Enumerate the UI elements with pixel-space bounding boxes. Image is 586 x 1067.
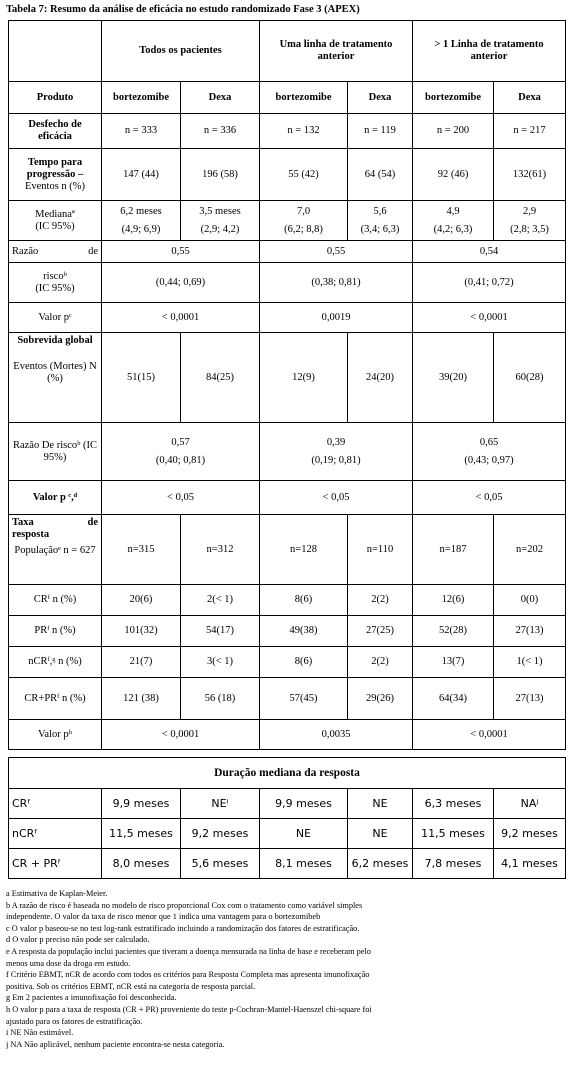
os-valorp-row bbox=[9, 481, 566, 515]
footnote: positiva. Sob os critérios EBMT, nCR está na categoria de resposta parcial. bbox=[6, 981, 256, 991]
ttp-median-row bbox=[9, 201, 566, 241]
pop-cell: n=315 bbox=[102, 515, 181, 585]
dur-cell: 8,1 meses bbox=[260, 849, 348, 879]
pr-cell: 52(28) bbox=[413, 616, 494, 647]
cr-cell: 8(6) bbox=[260, 585, 348, 616]
dur-cell: NAʲ bbox=[494, 789, 566, 819]
ttp-razao-row bbox=[9, 241, 566, 263]
drug-b-2: Dexa bbox=[348, 82, 413, 114]
os-events-label: Eventos (Mortes) N (%) bbox=[13, 361, 97, 384]
pr-cell: 49(38) bbox=[260, 616, 348, 647]
risco-ic-cell: (0,38; 0,81) bbox=[260, 263, 413, 303]
resp-label bbox=[9, 515, 102, 585]
dur-label: CR + PRᶠ bbox=[9, 849, 102, 879]
os-valorp-cell: < 0,05 bbox=[260, 481, 413, 515]
dur-cell: 6,2 meses bbox=[348, 849, 413, 879]
ttp-events-cell: 132(61) bbox=[494, 149, 566, 201]
dur-cell: 9,2 meses bbox=[494, 819, 566, 849]
os-razao-cell bbox=[413, 423, 566, 481]
desfecho-cell: n = 333 bbox=[102, 114, 181, 149]
median-ic-label: (IC 95%) bbox=[35, 220, 75, 232]
pr-cell: 101(32) bbox=[102, 616, 181, 647]
os-events-cell: 24(20) bbox=[348, 333, 413, 423]
median-value: 4,9 bbox=[446, 205, 460, 217]
median-value: 3,5 meses bbox=[199, 205, 241, 217]
valorp-cell: < 0,0001 bbox=[413, 303, 566, 333]
pr-label: PRᶠ n (%) bbox=[9, 616, 102, 647]
os-valorp-cell: < 0,05 bbox=[413, 481, 566, 515]
group-one-line: Uma linha de tratamento anterior bbox=[260, 21, 413, 82]
footnote: f Critério EBMT, nCR de acordo com todos os critérios para Resposta Completa mas apresenta imunofixação bbox=[6, 970, 370, 980]
crpr-cell: 27(13) bbox=[494, 678, 566, 720]
valorp-label: Valor pᶜ bbox=[9, 303, 102, 333]
os-valorp-cell: < 0,05 bbox=[102, 481, 260, 515]
resp-resposta: resposta bbox=[12, 529, 50, 540]
footnote: menos uma dose da droga em estudo. bbox=[6, 958, 131, 968]
footnote: a Estimativa de Kaplan-Meier. bbox=[6, 889, 108, 898]
desfecho-row bbox=[9, 114, 566, 149]
footnotes bbox=[6, 888, 581, 1050]
dur-cell: 4,1 meses bbox=[494, 849, 566, 879]
pop-cell: n=110 bbox=[348, 515, 413, 585]
duration-ncr-row bbox=[9, 819, 566, 849]
dur-cell: 8,0 meses bbox=[102, 849, 181, 879]
valorp-cell: 0,0019 bbox=[260, 303, 413, 333]
median-value: 6,2 meses bbox=[120, 205, 162, 217]
ncr-cell: 2(2) bbox=[348, 647, 413, 678]
duration-crpr-row bbox=[9, 849, 566, 879]
crpr-cell: 121 (38) bbox=[102, 678, 181, 720]
median-cell bbox=[181, 201, 260, 241]
razao-label bbox=[9, 241, 102, 263]
footnote: b A razão de risco é baseada no modelo de risco proporcional Cox com o tratamento como variável simples bbox=[6, 900, 363, 910]
os-razao-cell bbox=[102, 423, 260, 481]
os-label bbox=[9, 333, 102, 423]
resp-crpr-row bbox=[9, 678, 566, 720]
desfecho-cell: n = 132 bbox=[260, 114, 348, 149]
razao-cell: 0,55 bbox=[102, 241, 260, 263]
os-razao-ic: (0,40; 0,81) bbox=[155, 454, 206, 466]
ncr-cell: 3(< 1) bbox=[181, 647, 260, 678]
spacer bbox=[9, 750, 566, 758]
median-value: 5,6 bbox=[373, 205, 387, 217]
drug-a-3: bortezomibe bbox=[413, 82, 494, 114]
resp-cr-row bbox=[9, 585, 566, 616]
os-events-cell: 60(28) bbox=[494, 333, 566, 423]
median-label: Medianaª bbox=[35, 208, 75, 220]
crpr-cell: 56 (18) bbox=[181, 678, 260, 720]
footnote: independente. O valor da taxa de risco menor que 1 indica uma vantagem para o bortezomibeb bbox=[6, 912, 321, 922]
dur-cell: 5,6 meses bbox=[181, 849, 260, 879]
pop-cell: n=128 bbox=[260, 515, 348, 585]
median-cell bbox=[494, 201, 566, 241]
os-events-cell: 12(9) bbox=[260, 333, 348, 423]
median-value: 7,0 bbox=[296, 205, 311, 217]
dur-label: CRᶠ bbox=[9, 789, 102, 819]
resp-de: de bbox=[87, 517, 98, 528]
ttp-events-cell: 196 (58) bbox=[181, 149, 260, 201]
pr-cell: 27(13) bbox=[494, 616, 566, 647]
group-all: Todos os pacientes bbox=[102, 21, 260, 82]
razao-word: Razão bbox=[12, 245, 39, 257]
crpr-cell: 57(45) bbox=[260, 678, 348, 720]
resp-valorp-label: Valor pʰ bbox=[9, 720, 102, 750]
crpr-label: CR+PRᶠ n (%) bbox=[9, 678, 102, 720]
median-ic: (2,8; 3,5) bbox=[510, 223, 549, 235]
ttp-events-cell: 92 (46) bbox=[413, 149, 494, 201]
desfecho-cell: n = 200 bbox=[413, 114, 494, 149]
table-caption: Tabela 7: Resumo da análise de eficácia no estudo randomizado Fase 3 (APEX) bbox=[6, 4, 360, 15]
footnote: i NE Não estimável. bbox=[6, 1028, 74, 1038]
footnote: ajustado para os fatores de estratificação. bbox=[6, 1016, 143, 1026]
risco-label bbox=[9, 263, 102, 303]
drug-a-1: bortezomibe bbox=[102, 82, 181, 114]
risco-ic-cell: (0,41; 0,72) bbox=[413, 263, 566, 303]
ttp-valorp-row bbox=[9, 303, 566, 333]
os-title: Sobrevida global bbox=[17, 335, 93, 346]
ttp-events-row bbox=[9, 149, 566, 201]
dur-cell: NE bbox=[348, 819, 413, 849]
duration-title-row bbox=[9, 758, 566, 789]
product-label: Produto bbox=[9, 82, 102, 114]
resp-valorp-cell: < 0,0001 bbox=[102, 720, 260, 750]
cr-cell: 2(2) bbox=[348, 585, 413, 616]
os-events-cell: 84(25) bbox=[181, 333, 260, 423]
ttp-median-label bbox=[9, 201, 102, 241]
dur-cell: NEⁱ bbox=[181, 789, 260, 819]
desfecho-label: Desfecho de eficácia bbox=[9, 114, 102, 149]
risco-ic-cell: (0,44; 0,69) bbox=[102, 263, 260, 303]
os-events-cell: 51(15) bbox=[102, 333, 181, 423]
ttp-events-label: Eventos n (%) bbox=[24, 180, 86, 192]
os-events-cell: 39(20) bbox=[413, 333, 494, 423]
crpr-cell: 29(26) bbox=[348, 678, 413, 720]
pr-cell: 54(17) bbox=[181, 616, 260, 647]
os-razao-cell bbox=[260, 423, 413, 481]
pop-cell: n=312 bbox=[181, 515, 260, 585]
resp-valorp-cell: 0,0035 bbox=[260, 720, 413, 750]
median-cell bbox=[260, 201, 348, 241]
group-header-row bbox=[9, 21, 566, 82]
risco-word: riscoᵇ bbox=[43, 270, 67, 282]
dur-cell: 9,2 meses bbox=[181, 819, 260, 849]
ttp-events-cell: 64 (54) bbox=[348, 149, 413, 201]
cr-cell: 0(0) bbox=[494, 585, 566, 616]
footnote: g Em 2 pacientes a imunofixação foi desconhecida. bbox=[6, 993, 177, 1003]
group-more-line: > 1 Linha de tratamento anterior bbox=[413, 21, 566, 82]
duration-cr-row bbox=[9, 789, 566, 819]
os-razao-ic: (0,43; 0,97) bbox=[464, 454, 514, 466]
pop-cell: n=187 bbox=[413, 515, 494, 585]
drug-a-2: bortezomibe bbox=[260, 82, 348, 114]
ncr-cell: 1(< 1) bbox=[494, 647, 566, 678]
footnote: d O valor p preciso não pode ser calculado. bbox=[6, 935, 150, 945]
dur-cell: 6,3 meses bbox=[413, 789, 494, 819]
resp-taxa: Taxa bbox=[12, 517, 34, 528]
resp-pr-row bbox=[9, 616, 566, 647]
ncr-cell: 8(6) bbox=[260, 647, 348, 678]
drug-b-3: Dexa bbox=[494, 82, 566, 114]
os-events-row bbox=[9, 333, 566, 423]
os-razao-ic: (0,19; 0,81) bbox=[311, 454, 361, 466]
dur-label: nCRᶠ bbox=[9, 819, 102, 849]
median-ic: (4,2; 6,3) bbox=[433, 223, 473, 235]
median-ic: (4,9; 6,9) bbox=[121, 223, 161, 235]
footnote: e A resposta da população inclui pacientes que tiveram a doença mensurada na linha de base e receberam pelo bbox=[6, 946, 371, 956]
dur-cell: 11,5 meses bbox=[413, 819, 494, 849]
ttp-title: Tempo para progressão – bbox=[26, 156, 84, 180]
median-ic: (3,4; 6,3) bbox=[360, 223, 400, 235]
drug-b-1: Dexa bbox=[181, 82, 260, 114]
resp-pop-label: Populaçãoᵉ n = 627 bbox=[14, 545, 96, 556]
duration-title: Duração mediana da resposta bbox=[9, 758, 566, 789]
os-razao-row bbox=[9, 423, 566, 481]
razao-cell: 0,55 bbox=[260, 241, 413, 263]
ttp-events-cell: 55 (42) bbox=[260, 149, 348, 201]
ttp-risco-row bbox=[9, 263, 566, 303]
desfecho-cell: n = 217 bbox=[494, 114, 566, 149]
ncr-label: nCRᶠ,ᵍ n (%) bbox=[9, 647, 102, 678]
cr-cell: 20(6) bbox=[102, 585, 181, 616]
median-cell bbox=[348, 201, 413, 241]
dur-cell: 11,5 meses bbox=[102, 819, 181, 849]
pop-cell: n=202 bbox=[494, 515, 566, 585]
os-razao-value: 0,57 bbox=[171, 436, 190, 448]
pr-cell: 27(25) bbox=[348, 616, 413, 647]
risco-ic-label: (IC 95%) bbox=[35, 282, 75, 294]
razao-cell: 0,54 bbox=[413, 241, 566, 263]
ncr-cell: 21(7) bbox=[102, 647, 181, 678]
median-value: 2,9 bbox=[522, 205, 537, 217]
median-cell bbox=[413, 201, 494, 241]
dur-cell: 9,9 meses bbox=[260, 789, 348, 819]
dur-cell: NE bbox=[260, 819, 348, 849]
footnote: c O valor p baseou-se no test log-rank estratificado incluindo a randomização dos fatores de estratificação. bbox=[6, 923, 360, 933]
median-ic: (2,9; 4,2) bbox=[200, 223, 240, 235]
resp-ncr-row bbox=[9, 647, 566, 678]
resp-pop-row bbox=[9, 515, 566, 585]
resp-valorp-cell: < 0,0001 bbox=[413, 720, 566, 750]
os-razao-label: Razão De riscoᵇ (IC 95%) bbox=[9, 423, 102, 481]
footnote: h O valor p para a taxa de resposta (CR + PR) proveniente do teste p-Cochran-Mantel-Haenszel chi-square foi bbox=[6, 1004, 372, 1014]
cr-cell: 2(< 1) bbox=[181, 585, 260, 616]
efficacy-table bbox=[8, 20, 566, 879]
razao-de: de bbox=[88, 245, 98, 257]
median-ic: (6,2; 8,8) bbox=[284, 223, 323, 235]
valorp-cell: < 0,0001 bbox=[102, 303, 260, 333]
ncr-cell: 13(7) bbox=[413, 647, 494, 678]
dur-cell: 7,8 meses bbox=[413, 849, 494, 879]
dur-cell: NE bbox=[348, 789, 413, 819]
cr-label: CRᶠ n (%) bbox=[9, 585, 102, 616]
desfecho-cell: n = 336 bbox=[181, 114, 260, 149]
median-cell bbox=[102, 201, 181, 241]
os-razao-value: 0,65 bbox=[479, 436, 499, 448]
spacer-row bbox=[9, 750, 566, 758]
ttp-events-cell: 147 (44) bbox=[102, 149, 181, 201]
desfecho-cell: n = 119 bbox=[348, 114, 413, 149]
cr-cell: 12(6) bbox=[413, 585, 494, 616]
ttp-label bbox=[9, 149, 102, 201]
crpr-cell: 64(34) bbox=[413, 678, 494, 720]
os-valorp-label: Valor p ᶜ,ᵈ bbox=[9, 481, 102, 515]
resp-valorp-row bbox=[9, 720, 566, 750]
empty-corner bbox=[9, 21, 102, 82]
dur-cell: 9,9 meses bbox=[102, 789, 181, 819]
os-razao-value: 0,39 bbox=[326, 436, 346, 448]
footnote: j NA Não aplicável, nenhum paciente encontra-se nesta categoria. bbox=[6, 1039, 225, 1049]
product-row bbox=[9, 82, 566, 114]
